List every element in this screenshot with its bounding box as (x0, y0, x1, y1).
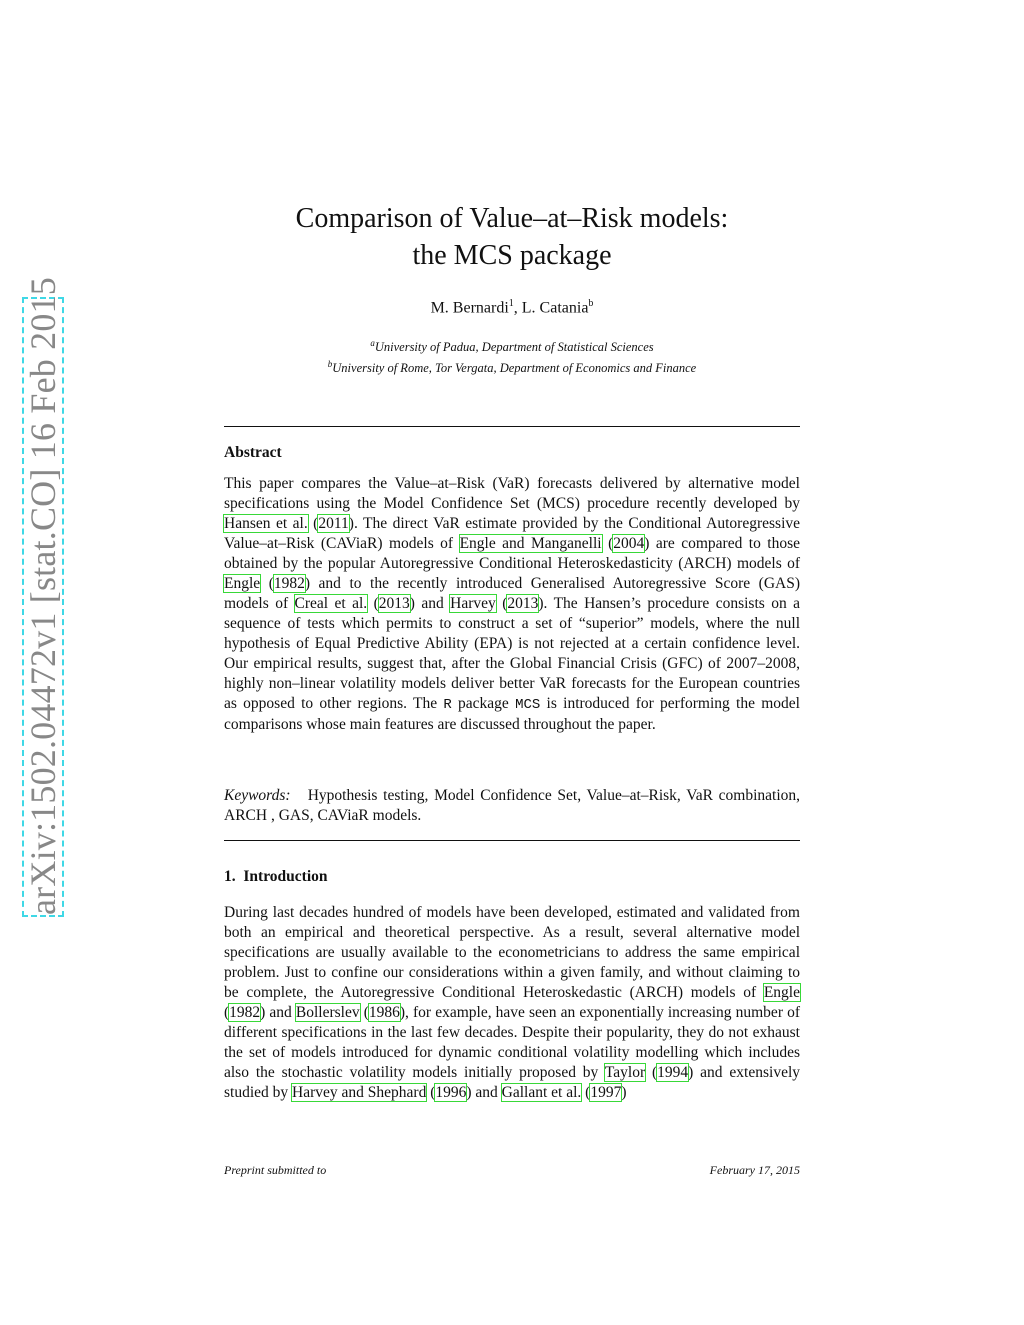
citation-engle-manganelli-link[interactable]: Engle and Manganelli (459, 535, 602, 552)
author-bernardi: M. Bernardi (430, 299, 509, 317)
intro-text-run: During last decades hundred of models have been developed, estimated and validated from both an empirical and theoretical perspective. As a result, several alternative model specifications are usually available to the econometricians to address the same empirical problem. Just to confine our considerations within a given family, and without claiming to be complete, the Autoregressive Conditional Heteroskedastic (ARCH) models of (224, 904, 800, 1001)
section-number: 1. (224, 868, 236, 885)
abstract-text-run: ) and (409, 595, 451, 612)
author-separator: , (513, 299, 522, 317)
abstract-text-run: ( (260, 575, 274, 592)
author-list (224, 298, 800, 317)
citation-taylor-link[interactable]: Taylor (604, 1064, 646, 1081)
affiliation-a-text: University of Padua, Department of Statistical Sciences (374, 340, 654, 355)
citation-engle-link[interactable]: Engle (224, 575, 261, 592)
paper-title (224, 200, 800, 274)
affiliation-a (224, 335, 800, 356)
intro-text-run: ) (621, 1084, 627, 1101)
intro-text-run: ( (581, 1084, 591, 1101)
abstract-text-run: ( (367, 595, 379, 612)
intro-text-run: ( (224, 1004, 230, 1021)
footer-preprint-note: Preprint submitted to (224, 1163, 327, 1177)
introduction-text (224, 903, 800, 1103)
keywords-list: Hypothesis testing, Model Confidence Set, Value–at–Risk, VaR combination, ARCH , GAS, CAViaR models. (224, 787, 800, 824)
author-catania-affil-mark: b (588, 298, 594, 309)
intro-text-run: ) and (466, 1084, 502, 1101)
abstract-text-run: ( (307, 515, 319, 532)
abstract-text-run: ( (601, 535, 614, 552)
citation-harvey-shephard-year-link[interactable]: 1996 (435, 1084, 467, 1101)
citation-taylor-year-link[interactable]: 1994 (657, 1064, 689, 1081)
abstract-text-run: is introduced for performing the model comparisons whose main features are discussed throughout the paper. (224, 695, 800, 733)
citation-harvey-year-link[interactable]: 2013 (507, 595, 539, 612)
affiliation-a-mark: a (370, 338, 375, 348)
citation-engle-manganelli-year-link[interactable]: 2004 (613, 535, 645, 552)
code-mcs: MCS (515, 697, 541, 713)
section-title: Introduction (243, 868, 328, 885)
author-bernardi-affil-mark: 1 (508, 298, 514, 309)
citation-engle-year-link[interactable]: 1982 (229, 1004, 261, 1021)
code-r: R (443, 697, 452, 713)
affiliations (224, 335, 800, 377)
citation-bollerslev-year-link[interactable]: 1986 (368, 1004, 400, 1021)
citation-hansen-year-link[interactable]: 2011 (318, 515, 349, 532)
abstract-top-rule (224, 426, 800, 427)
keywords (224, 786, 800, 826)
affiliation-b (224, 356, 800, 377)
intro-text-run: ( (426, 1084, 436, 1101)
title-line-2: the MCS package (412, 240, 612, 271)
abstract-text-run: ). The Hansen’s procedure consists on a sequence of tests which permits to construct a set of “superior” models, where the null hypothesis of Equal Predictive Ability (EPA) is not rejected at a certain confidence level. Our empirical results, suggest that, after the Global Financial Crisis (GFC) of 2007–2008, highly non–linear volatility models deliver better VaR forecasts for the European countries as opposed to other regions. The (224, 595, 801, 712)
keywords-label: Keywords: (224, 787, 291, 804)
citation-harvey-link[interactable]: Harvey (450, 595, 496, 612)
citation-engle-link[interactable]: Engle (763, 984, 800, 1001)
abstract-text-run: ) are compared to those obtained by the popular Autoregressive Conditional Heteroskedasticity (ARCH) models of (224, 535, 801, 572)
abstract-bottom-rule (224, 840, 800, 841)
intro-text-run: ) and extensively studied by (224, 1064, 801, 1101)
citation-bollerslev-link[interactable]: Bollerslev (295, 1004, 360, 1021)
citation-hansen-link[interactable]: Hansen et al. (224, 515, 308, 532)
affiliation-b-text: University of Rome, Tor Vergata, Department of Economics and Finance (332, 361, 697, 376)
citation-creal-link[interactable]: Creal et al. (294, 595, 368, 612)
intro-text-run: ) and (260, 1004, 296, 1021)
footer-date: February 17, 2015 (709, 1163, 800, 1177)
citation-harvey-shephard-link[interactable]: Harvey and Shephard (292, 1084, 427, 1101)
abstract-text (224, 474, 800, 735)
abstract-text-run: ) and to the recently introduced Generalised Autoregressive Score (GAS) models of (224, 575, 800, 612)
citation-gallant-year-link[interactable]: 1997 (590, 1084, 622, 1101)
abstract-text-run: ). The direct VaR estimate provided by the Conditional Autoregressive Value–at–Risk (CAViaR) models of (224, 515, 801, 552)
arxiv-identifier[interactable]: arXiv:1502.04472v1 [stat.CO] 16 Feb 2015 (23, 277, 63, 915)
title-line-1: Comparison of Value–at–Risk models: (295, 203, 729, 234)
intro-text-run: ( (645, 1064, 658, 1081)
abstract-heading: Abstract (224, 444, 282, 461)
affiliation-b-mark: b (327, 359, 333, 370)
section-heading-introduction (224, 868, 800, 886)
intro-text-run: ), for example, have seen an exponentially increasing number of different specifications in the last few decades. Despite their popularity, they do not exhaust the set of models introduced for dynamic conditional volatility modelling which includes also the stochastic volatility models initially proposed by (224, 1004, 800, 1081)
abstract-text-run: This paper compares the Value–at–Risk (VaR) forecasts delivered by alternative model specifications using the Model Confidence Set (MCS) procedure recently developed by (224, 475, 800, 512)
abstract-text-run: package (451, 695, 516, 712)
intro-text-run: ( (359, 1004, 369, 1021)
abstract-text-run: ( (495, 595, 508, 612)
citation-creal-year-link[interactable]: 2013 (378, 595, 410, 612)
citation-engle-year-link[interactable]: 1982 (273, 575, 305, 592)
author-catania: L. Catania (521, 299, 589, 317)
citation-gallant-link[interactable]: Gallant et al. (501, 1084, 582, 1101)
